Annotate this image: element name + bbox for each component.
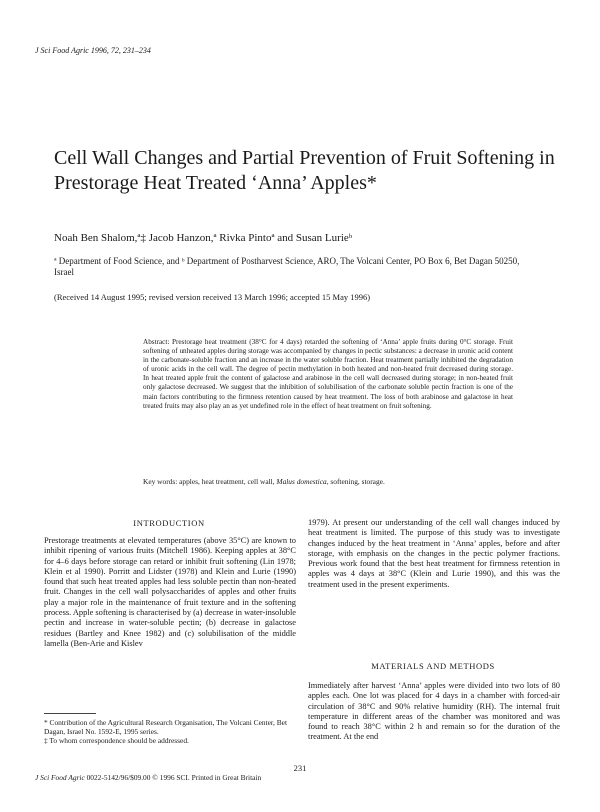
keywords-species: Malus domestica: [276, 477, 327, 486]
keywords: [143, 477, 523, 486]
footnote-contribution: * Contribution of the Agricultural Research Organisation, The Volcani Center, Bet Dagan, Israel No. 1592-E, 1995 series.: [44, 718, 287, 737]
footer-journal: J Sci Food Agric: [35, 773, 85, 782]
introduction-heading: INTRODUCTION: [133, 518, 205, 528]
footer-citation: [35, 773, 261, 782]
footer-copyright: 0022-5142/96/$09.00 © 1996 SCI. Printed in Great Britain: [84, 773, 262, 782]
introduction-text: Prestorage treatments at elevated temperatures (above 35°C) are known to inhibit ripening of various fruits (Mitchell 1986). Keeping apples at 38°C for 4–6 days before storage can retard or inhibit fruit softening (Lin 1978; Klein et al 1990). Porritt and Lidster (1978) and Klein and Lurie (1990) found that such heat treated apples had less soluble pectin than non-heated fruit. Changes in the cell wall polysaccharides of apples and other fruits play a major role in the maintenance of fruit texture and in the softening process. Apple softening is characterised by (a) decrease in water-insoluble pectin and increase in water-soluble pectin; (b) decrease in galactose residues (Bartley and Knee 1982) and (c) solubilisation of the middle lamella (Ben-Arie and Kislev: [44, 536, 296, 648]
abstract: Abstract: Prestorage heat treatment (38°C for 4 days) retarded the softening of ‘Anna’ apple fruits during 0°C storage. Fruit softening of unheated apples during storage was accompanied by changes in pectic substances: a decrease in uronic acid content in the carbonate-soluble fraction and an increase in the water soluble fraction. Heat treatment partially inhibited the degradation of uronic acids in the cell wall. The degree of pectin methylation in both heated and non-heated fruit decreased during storage. In heat treated apple fruit the content of galactose and arabinose in the cell wall decreased during storage; in non-heated fruit only galactose decreased. We suggest that the inhibition of solubilisation of the carbonate soluble pectin fraction is one of the main factors contributing to the firmness retention caused by heat treatment. The loss of both arabinose and galactose in heat treated fruits may also play an as yet undefined role in the effect of heat treatment on fruit softening.: [143, 338, 513, 410]
page-number: 231: [293, 763, 307, 773]
keywords-text: Key words: apples, heat treatment, cell wall,: [143, 477, 277, 486]
journal-reference: J Sci Food Agric 1996, 72, 231–234: [35, 46, 151, 55]
footnote-divider: [44, 713, 96, 714]
received-dates: (Received 14 August 1995; revised version received 13 March 1996; accepted 15 May 1996): [54, 292, 371, 302]
article-title: Cell Wall Changes and Partial Prevention of Fruit Softening in Prestorage Heat Treated ‘Anna’ Apples*: [54, 147, 555, 194]
methods-text: Immediately after harvest ‘Anna’ apples were divided into two lots of 80 apples each. One lot was placed for 4 days in a chamber with forced-air circulation of 38°C and 90% relative humidity (RH). The internal fruit temperature in different areas of the chamber was monitored and was found to reach 38°C within 2 h and remain so for the duration of the treatment. At the end: [308, 681, 560, 742]
keywords-text-end: , softening, storage.: [326, 477, 385, 486]
footnotes: [44, 718, 296, 746]
footnote-correspondence: ‡ To whom correspondence should be addressed.: [44, 736, 189, 746]
affiliation: ª Department of Food Science, and ᵇ Department of Postharvest Science, ARO, The Volcani Center, PO Box 6, Bet Dagan 50250, Israel: [54, 256, 520, 277]
author-list: Noah Ben Shalom,ª‡ Jacob Hanzon,ª Rivka Pintoª and Susan Lurieᵇ: [54, 232, 353, 244]
methods-heading: MATERIALS AND METHODS: [371, 661, 495, 671]
introduction-continuation: 1979). At present our understanding of the cell wall changes induced by heat treatment is limited. The purpose of this study was to investigate changes induced by the heat treatment in ‘Anna’ apples, before and after storage, with emphasis on the changes in the pectic polymer fractions. Previous work found that the best heat treatment for firmness retention in apples was 4 days at 38°C (Klein and Lurie 1990), and this was the treatment used in the present experiments.: [308, 518, 560, 589]
